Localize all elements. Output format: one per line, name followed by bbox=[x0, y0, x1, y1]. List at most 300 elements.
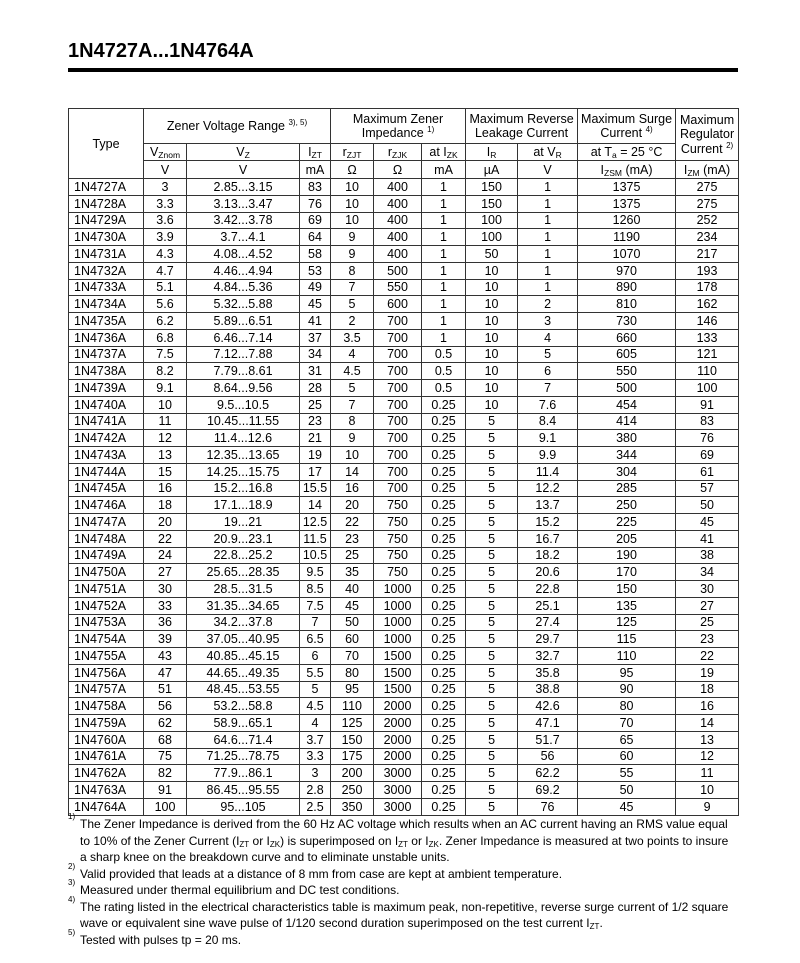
cell-vr: 29.7 bbox=[518, 631, 578, 648]
footnote-sub: ZT bbox=[239, 839, 250, 849]
cell-vznom: 62 bbox=[144, 715, 187, 732]
symbol-main: I bbox=[486, 145, 491, 159]
cell-type: 1N4735A bbox=[69, 313, 144, 330]
header-line: Maximum Reverse bbox=[469, 112, 574, 126]
header-line: Leakage Current bbox=[474, 126, 569, 140]
cell-vz: 10.45...11.55 bbox=[187, 413, 300, 430]
cell-vznom: 16 bbox=[144, 480, 187, 497]
cell-izk: 1 bbox=[422, 179, 466, 196]
footnote-marker: 1) bbox=[68, 812, 76, 821]
cell-vr: 25.1 bbox=[518, 597, 578, 614]
cell-izsm: 660 bbox=[578, 329, 676, 346]
table-row bbox=[69, 480, 739, 497]
table-row bbox=[69, 664, 739, 681]
cell-vr: 1 bbox=[518, 262, 578, 279]
cell-vr: 35.8 bbox=[518, 664, 578, 681]
cell-izk: 0.25 bbox=[422, 530, 466, 547]
cell-izm: 146 bbox=[676, 313, 739, 330]
cell-vznom: 20 bbox=[144, 514, 187, 531]
cell-rzjt: 22 bbox=[331, 514, 374, 531]
cell-rzjk: 2000 bbox=[374, 715, 422, 732]
cell-ir: 10 bbox=[466, 279, 518, 296]
cell-izt: 6.5 bbox=[300, 631, 331, 648]
cell-vz: 8.64...9.56 bbox=[187, 380, 300, 397]
cell-ir: 5 bbox=[466, 480, 518, 497]
cell-vz: 53.2...58.8 bbox=[187, 698, 300, 715]
cell-izk: 1 bbox=[422, 279, 466, 296]
cell-izm: 110 bbox=[676, 363, 739, 380]
cell-vz: 31.35...34.65 bbox=[187, 597, 300, 614]
symbol-sub: Znom bbox=[158, 150, 181, 160]
cell-izm: 34 bbox=[676, 564, 739, 581]
header-max-zener-impedance bbox=[331, 109, 466, 144]
table-row bbox=[69, 463, 739, 480]
cell-type: 1N4759A bbox=[69, 715, 144, 732]
cell-izt: 31 bbox=[300, 363, 331, 380]
cell-izt: 5.5 bbox=[300, 664, 331, 681]
cell-rzjk: 400 bbox=[374, 246, 422, 263]
cell-izk: 0.5 bbox=[422, 346, 466, 363]
cell-ir: 5 bbox=[466, 497, 518, 514]
cell-izt: 3.3 bbox=[300, 748, 331, 765]
cell-vr: 12.2 bbox=[518, 480, 578, 497]
header-row-units bbox=[69, 161, 739, 179]
table-row bbox=[69, 430, 739, 447]
cell-vz: 19...21 bbox=[187, 514, 300, 531]
cell-vz: 17.1...18.9 bbox=[187, 497, 300, 514]
cell-izsm: 95 bbox=[578, 664, 676, 681]
cell-izt: 10.5 bbox=[300, 547, 331, 564]
cell-rzjk: 700 bbox=[374, 329, 422, 346]
cell-vr: 4 bbox=[518, 329, 578, 346]
cell-vznom: 3.9 bbox=[144, 229, 187, 246]
cell-izsm: 605 bbox=[578, 346, 676, 363]
footnote-text: The Zener Impedance is derived from the 60 Hz AC voltage which results when an AC current having an RMS value equal bbox=[80, 817, 728, 831]
cell-vz: 12.35...13.65 bbox=[187, 447, 300, 464]
cell-rzjt: 150 bbox=[331, 731, 374, 748]
table-row bbox=[69, 530, 739, 547]
cell-izt: 8.5 bbox=[300, 581, 331, 598]
cell-izsm: 135 bbox=[578, 597, 676, 614]
cell-vr: 18.2 bbox=[518, 547, 578, 564]
cell-izm: 275 bbox=[676, 179, 739, 196]
table-row bbox=[69, 715, 739, 732]
cell-izk: 1 bbox=[422, 329, 466, 346]
cell-vz: 3.13...3.47 bbox=[187, 195, 300, 212]
cell-vz: 14.25...15.75 bbox=[187, 463, 300, 480]
cell-izt: 11.5 bbox=[300, 530, 331, 547]
cell-rzjt: 25 bbox=[331, 547, 374, 564]
symbol-suffix: (mA) bbox=[699, 162, 731, 177]
cell-type: 1N4732A bbox=[69, 262, 144, 279]
cell-type: 1N4744A bbox=[69, 463, 144, 480]
cell-type: 1N4757A bbox=[69, 681, 144, 698]
cell-izm: 11 bbox=[676, 765, 739, 782]
cell-rzjt: 8 bbox=[331, 413, 374, 430]
cell-vznom: 91 bbox=[144, 782, 187, 799]
header-line: Maximum Surge bbox=[581, 112, 673, 126]
cell-izk: 0.25 bbox=[422, 547, 466, 564]
footnote-3 bbox=[68, 878, 768, 899]
cell-type: 1N4756A bbox=[69, 664, 144, 681]
cell-rzjt: 7 bbox=[331, 279, 374, 296]
cell-izk: 0.25 bbox=[422, 564, 466, 581]
cell-vz: 4.46...4.94 bbox=[187, 262, 300, 279]
cell-izm: 14 bbox=[676, 715, 739, 732]
cell-type: 1N4751A bbox=[69, 581, 144, 598]
header-max-surge-current bbox=[578, 109, 676, 144]
cell-vr: 1 bbox=[518, 246, 578, 263]
cell-rzjt: 70 bbox=[331, 648, 374, 665]
cell-vznom: 27 bbox=[144, 564, 187, 581]
cell-vznom: 47 bbox=[144, 664, 187, 681]
cell-izm: 10 bbox=[676, 782, 739, 799]
cell-izt: 3 bbox=[300, 765, 331, 782]
table-row bbox=[69, 246, 739, 263]
symbol-sub: ZK bbox=[446, 150, 458, 160]
cell-izk: 1 bbox=[422, 246, 466, 263]
symbol-main: r bbox=[387, 145, 393, 159]
table-row bbox=[69, 447, 739, 464]
symbol-sub: ZJT bbox=[346, 150, 362, 160]
cell-izsm: 1375 bbox=[578, 195, 676, 212]
symbol-sub: ZSM bbox=[604, 167, 622, 178]
symbol-main: at T bbox=[590, 145, 612, 159]
table-row bbox=[69, 396, 739, 413]
cell-vznom: 5.6 bbox=[144, 296, 187, 313]
page-title: 1N4727A...1N4764A bbox=[68, 40, 254, 62]
cell-rzjt: 125 bbox=[331, 715, 374, 732]
footnote-text: . bbox=[599, 916, 603, 930]
cell-rzjk: 750 bbox=[374, 530, 422, 547]
cell-vz: 11.4...12.6 bbox=[187, 430, 300, 447]
symbol-main: I bbox=[683, 162, 688, 177]
cell-izsm: 970 bbox=[578, 262, 676, 279]
footnote-text: to 10% of the Zener Current (I bbox=[80, 833, 240, 848]
cell-vz: 48.45...53.55 bbox=[187, 681, 300, 698]
cell-vznom: 12 bbox=[144, 430, 187, 447]
cell-rzjk: 400 bbox=[374, 195, 422, 212]
header-at-i-zk bbox=[422, 144, 466, 161]
cell-vznom: 9.1 bbox=[144, 380, 187, 397]
cell-type: 1N4727A bbox=[69, 179, 144, 196]
cell-izt: 9.5 bbox=[300, 564, 331, 581]
symbol-main: V bbox=[236, 145, 245, 159]
cell-vr: 27.4 bbox=[518, 614, 578, 631]
cell-izm: 13 bbox=[676, 731, 739, 748]
cell-rzjk: 400 bbox=[374, 212, 422, 229]
cell-izm: 61 bbox=[676, 463, 739, 480]
symbol-sub: ZM bbox=[687, 167, 700, 178]
cell-izm: 83 bbox=[676, 413, 739, 430]
cell-rzjt: 40 bbox=[331, 581, 374, 598]
cell-izm: 133 bbox=[676, 329, 739, 346]
cell-vz: 37.05...40.95 bbox=[187, 631, 300, 648]
cell-vr: 8.4 bbox=[518, 413, 578, 430]
cell-izk: 0.25 bbox=[422, 614, 466, 631]
cell-rzjt: 60 bbox=[331, 631, 374, 648]
cell-type: 1N4741A bbox=[69, 413, 144, 430]
cell-izsm: 60 bbox=[578, 748, 676, 765]
cell-izk: 0.25 bbox=[422, 648, 466, 665]
header-line: Current bbox=[600, 126, 643, 140]
cell-rzjk: 700 bbox=[374, 463, 422, 480]
cell-izk: 0.25 bbox=[422, 765, 466, 782]
cell-izsm: 1190 bbox=[578, 229, 676, 246]
cell-izm: 9 bbox=[676, 798, 739, 815]
symbol-main: I bbox=[600, 162, 605, 177]
cell-rzjt: 5 bbox=[331, 380, 374, 397]
cell-type: 1N4743A bbox=[69, 447, 144, 464]
cell-vz: 25.65...28.35 bbox=[187, 564, 300, 581]
cell-ir: 10 bbox=[466, 363, 518, 380]
table-row bbox=[69, 648, 739, 665]
cell-vz: 9.5...10.5 bbox=[187, 396, 300, 413]
footnote-text: Tested with pulses tp = 20 ms. bbox=[80, 932, 242, 947]
footnote-text: Measured under thermal equilibrium and DC test conditions. bbox=[80, 883, 400, 897]
cell-rzjt: 4.5 bbox=[331, 363, 374, 380]
cell-izm: 57 bbox=[676, 480, 739, 497]
cell-type: 1N4749A bbox=[69, 547, 144, 564]
unit-v-z: V bbox=[187, 161, 300, 179]
cell-izm: 45 bbox=[676, 514, 739, 531]
cell-izk: 1 bbox=[422, 262, 466, 279]
cell-rzjt: 9 bbox=[331, 229, 374, 246]
table-row bbox=[69, 748, 739, 765]
footnote-1 bbox=[68, 812, 768, 866]
cell-vz: 28.5...31.5 bbox=[187, 581, 300, 598]
cell-izk: 0.25 bbox=[422, 514, 466, 531]
cell-rzjk: 750 bbox=[374, 547, 422, 564]
header-type: Type bbox=[69, 109, 144, 179]
cell-izm: 38 bbox=[676, 547, 739, 564]
cell-vr: 1 bbox=[518, 229, 578, 246]
cell-vznom: 13 bbox=[144, 447, 187, 464]
cell-rzjk: 700 bbox=[374, 396, 422, 413]
cell-rzjk: 1500 bbox=[374, 648, 422, 665]
cell-vz: 95...105 bbox=[187, 798, 300, 815]
cell-vznom: 18 bbox=[144, 497, 187, 514]
cell-izk: 0.25 bbox=[422, 463, 466, 480]
cell-vr: 5 bbox=[518, 346, 578, 363]
table-row bbox=[69, 547, 739, 564]
cell-vznom: 6.8 bbox=[144, 329, 187, 346]
cell-izt: 19 bbox=[300, 447, 331, 464]
cell-rzjt: 110 bbox=[331, 698, 374, 715]
cell-type: 1N4760A bbox=[69, 731, 144, 748]
cell-type: 1N4758A bbox=[69, 698, 144, 715]
cell-vr: 9.1 bbox=[518, 430, 578, 447]
cell-rzjk: 550 bbox=[374, 279, 422, 296]
cell-ir: 5 bbox=[466, 463, 518, 480]
cell-rzjk: 400 bbox=[374, 229, 422, 246]
cell-izsm: 80 bbox=[578, 698, 676, 715]
cell-vr: 1 bbox=[518, 195, 578, 212]
cell-ir: 5 bbox=[466, 547, 518, 564]
footnote-ref: 4) bbox=[645, 125, 653, 134]
cell-izk: 1 bbox=[422, 212, 466, 229]
unit-i-zt: mA bbox=[300, 161, 331, 179]
cell-rzjk: 2000 bbox=[374, 731, 422, 748]
cell-rzjt: 23 bbox=[331, 530, 374, 547]
footnote-text: Valid provided that leads at a distance of 8 mm from case are kept at ambient temperature. bbox=[80, 866, 563, 881]
cell-rzjk: 600 bbox=[374, 296, 422, 313]
table-row bbox=[69, 363, 739, 380]
header-v-z bbox=[187, 144, 300, 161]
cell-vznom: 43 bbox=[144, 648, 187, 665]
cell-izm: 12 bbox=[676, 748, 739, 765]
footnote-ref: 3), 5) bbox=[288, 118, 308, 127]
cell-izsm: 45 bbox=[578, 798, 676, 815]
cell-izsm: 250 bbox=[578, 497, 676, 514]
cell-izk: 0.25 bbox=[422, 731, 466, 748]
cell-izm: 25 bbox=[676, 614, 739, 631]
cell-rzjk: 750 bbox=[374, 564, 422, 581]
cell-izm: 162 bbox=[676, 296, 739, 313]
table-row bbox=[69, 681, 739, 698]
title-rule bbox=[68, 68, 738, 72]
cell-ir: 50 bbox=[466, 246, 518, 263]
table-row bbox=[69, 229, 739, 246]
cell-izsm: 225 bbox=[578, 514, 676, 531]
cell-izt: 76 bbox=[300, 195, 331, 212]
symbol-main: at V bbox=[533, 145, 556, 159]
cell-izk: 1 bbox=[422, 229, 466, 246]
cell-type: 1N4761A bbox=[69, 748, 144, 765]
footnote-ref: 2) bbox=[726, 140, 734, 150]
table-row bbox=[69, 581, 739, 598]
header-r-zjk bbox=[374, 144, 422, 161]
cell-izk: 0.25 bbox=[422, 597, 466, 614]
footnote-text: or I bbox=[249, 833, 270, 848]
cell-rzjk: 750 bbox=[374, 497, 422, 514]
symbol-sub: ZT bbox=[311, 150, 322, 160]
cell-vznom: 3.3 bbox=[144, 195, 187, 212]
cell-izk: 0.25 bbox=[422, 698, 466, 715]
table-row bbox=[69, 329, 739, 346]
cell-vznom: 36 bbox=[144, 614, 187, 631]
cell-vz: 15.2...16.8 bbox=[187, 480, 300, 497]
symbol-sub: ZJK bbox=[392, 150, 408, 160]
cell-type: 1N4746A bbox=[69, 497, 144, 514]
cell-vr: 2 bbox=[518, 296, 578, 313]
table-row bbox=[69, 279, 739, 296]
cell-vz: 71.25...78.75 bbox=[187, 748, 300, 765]
unit-i-zsm bbox=[578, 161, 676, 179]
cell-rzjk: 3000 bbox=[374, 765, 422, 782]
cell-ir: 5 bbox=[466, 731, 518, 748]
header-max-reverse-leakage bbox=[466, 109, 578, 144]
cell-vznom: 3 bbox=[144, 179, 187, 196]
cell-rzjk: 1000 bbox=[374, 614, 422, 631]
cell-vznom: 82 bbox=[144, 765, 187, 782]
footnote-marker: 2) bbox=[68, 861, 76, 871]
footnote-text: . Zener Impedance is measured at two points to insure bbox=[438, 833, 729, 848]
cell-rzjk: 700 bbox=[374, 313, 422, 330]
cell-rzjt: 10 bbox=[331, 179, 374, 196]
cell-vz: 4.08...4.52 bbox=[187, 246, 300, 263]
cell-izsm: 125 bbox=[578, 614, 676, 631]
cell-izt: 14 bbox=[300, 497, 331, 514]
footnote-text: a sharp knee on the breakdown curve and to eliminate unstable units. bbox=[80, 850, 450, 864]
table-row bbox=[69, 798, 739, 815]
cell-rzjt: 2 bbox=[331, 313, 374, 330]
table-row bbox=[69, 698, 739, 715]
cell-izk: 1 bbox=[422, 296, 466, 313]
cell-rzjt: 80 bbox=[331, 664, 374, 681]
cell-vznom: 7.5 bbox=[144, 346, 187, 363]
cell-rzjt: 16 bbox=[331, 480, 374, 497]
cell-izm: 252 bbox=[676, 212, 739, 229]
cell-vr: 51.7 bbox=[518, 731, 578, 748]
footnote-sub: ZT bbox=[589, 922, 600, 931]
cell-ir: 10 bbox=[466, 313, 518, 330]
cell-ir: 5 bbox=[466, 782, 518, 799]
cell-rzjk: 3000 bbox=[374, 782, 422, 799]
cell-ir: 150 bbox=[466, 179, 518, 196]
cell-vz: 5.89...6.51 bbox=[187, 313, 300, 330]
cell-vznom: 6.2 bbox=[144, 313, 187, 330]
symbol-main: r bbox=[342, 145, 347, 159]
cell-type: 1N4755A bbox=[69, 648, 144, 665]
cell-rzjt: 250 bbox=[331, 782, 374, 799]
cell-izm: 50 bbox=[676, 497, 739, 514]
cell-type: 1N4738A bbox=[69, 363, 144, 380]
header-max-regulator-current bbox=[676, 109, 739, 161]
cell-ir: 10 bbox=[466, 380, 518, 397]
cell-vr: 47.1 bbox=[518, 715, 578, 732]
cell-izm: 18 bbox=[676, 681, 739, 698]
table-row bbox=[69, 564, 739, 581]
cell-izt: 41 bbox=[300, 313, 331, 330]
header-zener-voltage-range bbox=[144, 109, 331, 144]
cell-izt: 53 bbox=[300, 262, 331, 279]
unit-r-zjk: Ω bbox=[374, 161, 422, 179]
cell-izk: 0.25 bbox=[422, 447, 466, 464]
table-row bbox=[69, 346, 739, 363]
cell-izk: 0.25 bbox=[422, 480, 466, 497]
cell-rzjt: 175 bbox=[331, 748, 374, 765]
cell-vr: 76 bbox=[518, 798, 578, 815]
cell-vr: 9.9 bbox=[518, 447, 578, 464]
cell-vznom: 33 bbox=[144, 597, 187, 614]
cell-vz: 5.32...5.88 bbox=[187, 296, 300, 313]
cell-ir: 5 bbox=[466, 798, 518, 815]
cell-izt: 7.5 bbox=[300, 597, 331, 614]
cell-izt: 4.5 bbox=[300, 698, 331, 715]
cell-rzjt: 350 bbox=[331, 798, 374, 815]
cell-type: 1N4754A bbox=[69, 631, 144, 648]
table-row bbox=[69, 765, 739, 782]
cell-rzjk: 2000 bbox=[374, 698, 422, 715]
cell-vz: 7.79...8.61 bbox=[187, 363, 300, 380]
header-at-ta bbox=[578, 144, 676, 161]
cell-izt: 58 bbox=[300, 246, 331, 263]
cell-izsm: 344 bbox=[578, 447, 676, 464]
cell-type: 1N4748A bbox=[69, 530, 144, 547]
cell-izm: 19 bbox=[676, 664, 739, 681]
cell-ir: 5 bbox=[466, 715, 518, 732]
cell-type: 1N4739A bbox=[69, 380, 144, 397]
cell-vznom: 75 bbox=[144, 748, 187, 765]
cell-vz: 77.9...86.1 bbox=[187, 765, 300, 782]
table-row bbox=[69, 380, 739, 397]
unit-i-zk: mA bbox=[422, 161, 466, 179]
cell-izk: 0.25 bbox=[422, 748, 466, 765]
cell-vz: 4.84...5.36 bbox=[187, 279, 300, 296]
cell-izk: 0.25 bbox=[422, 715, 466, 732]
cell-vznom: 39 bbox=[144, 631, 187, 648]
